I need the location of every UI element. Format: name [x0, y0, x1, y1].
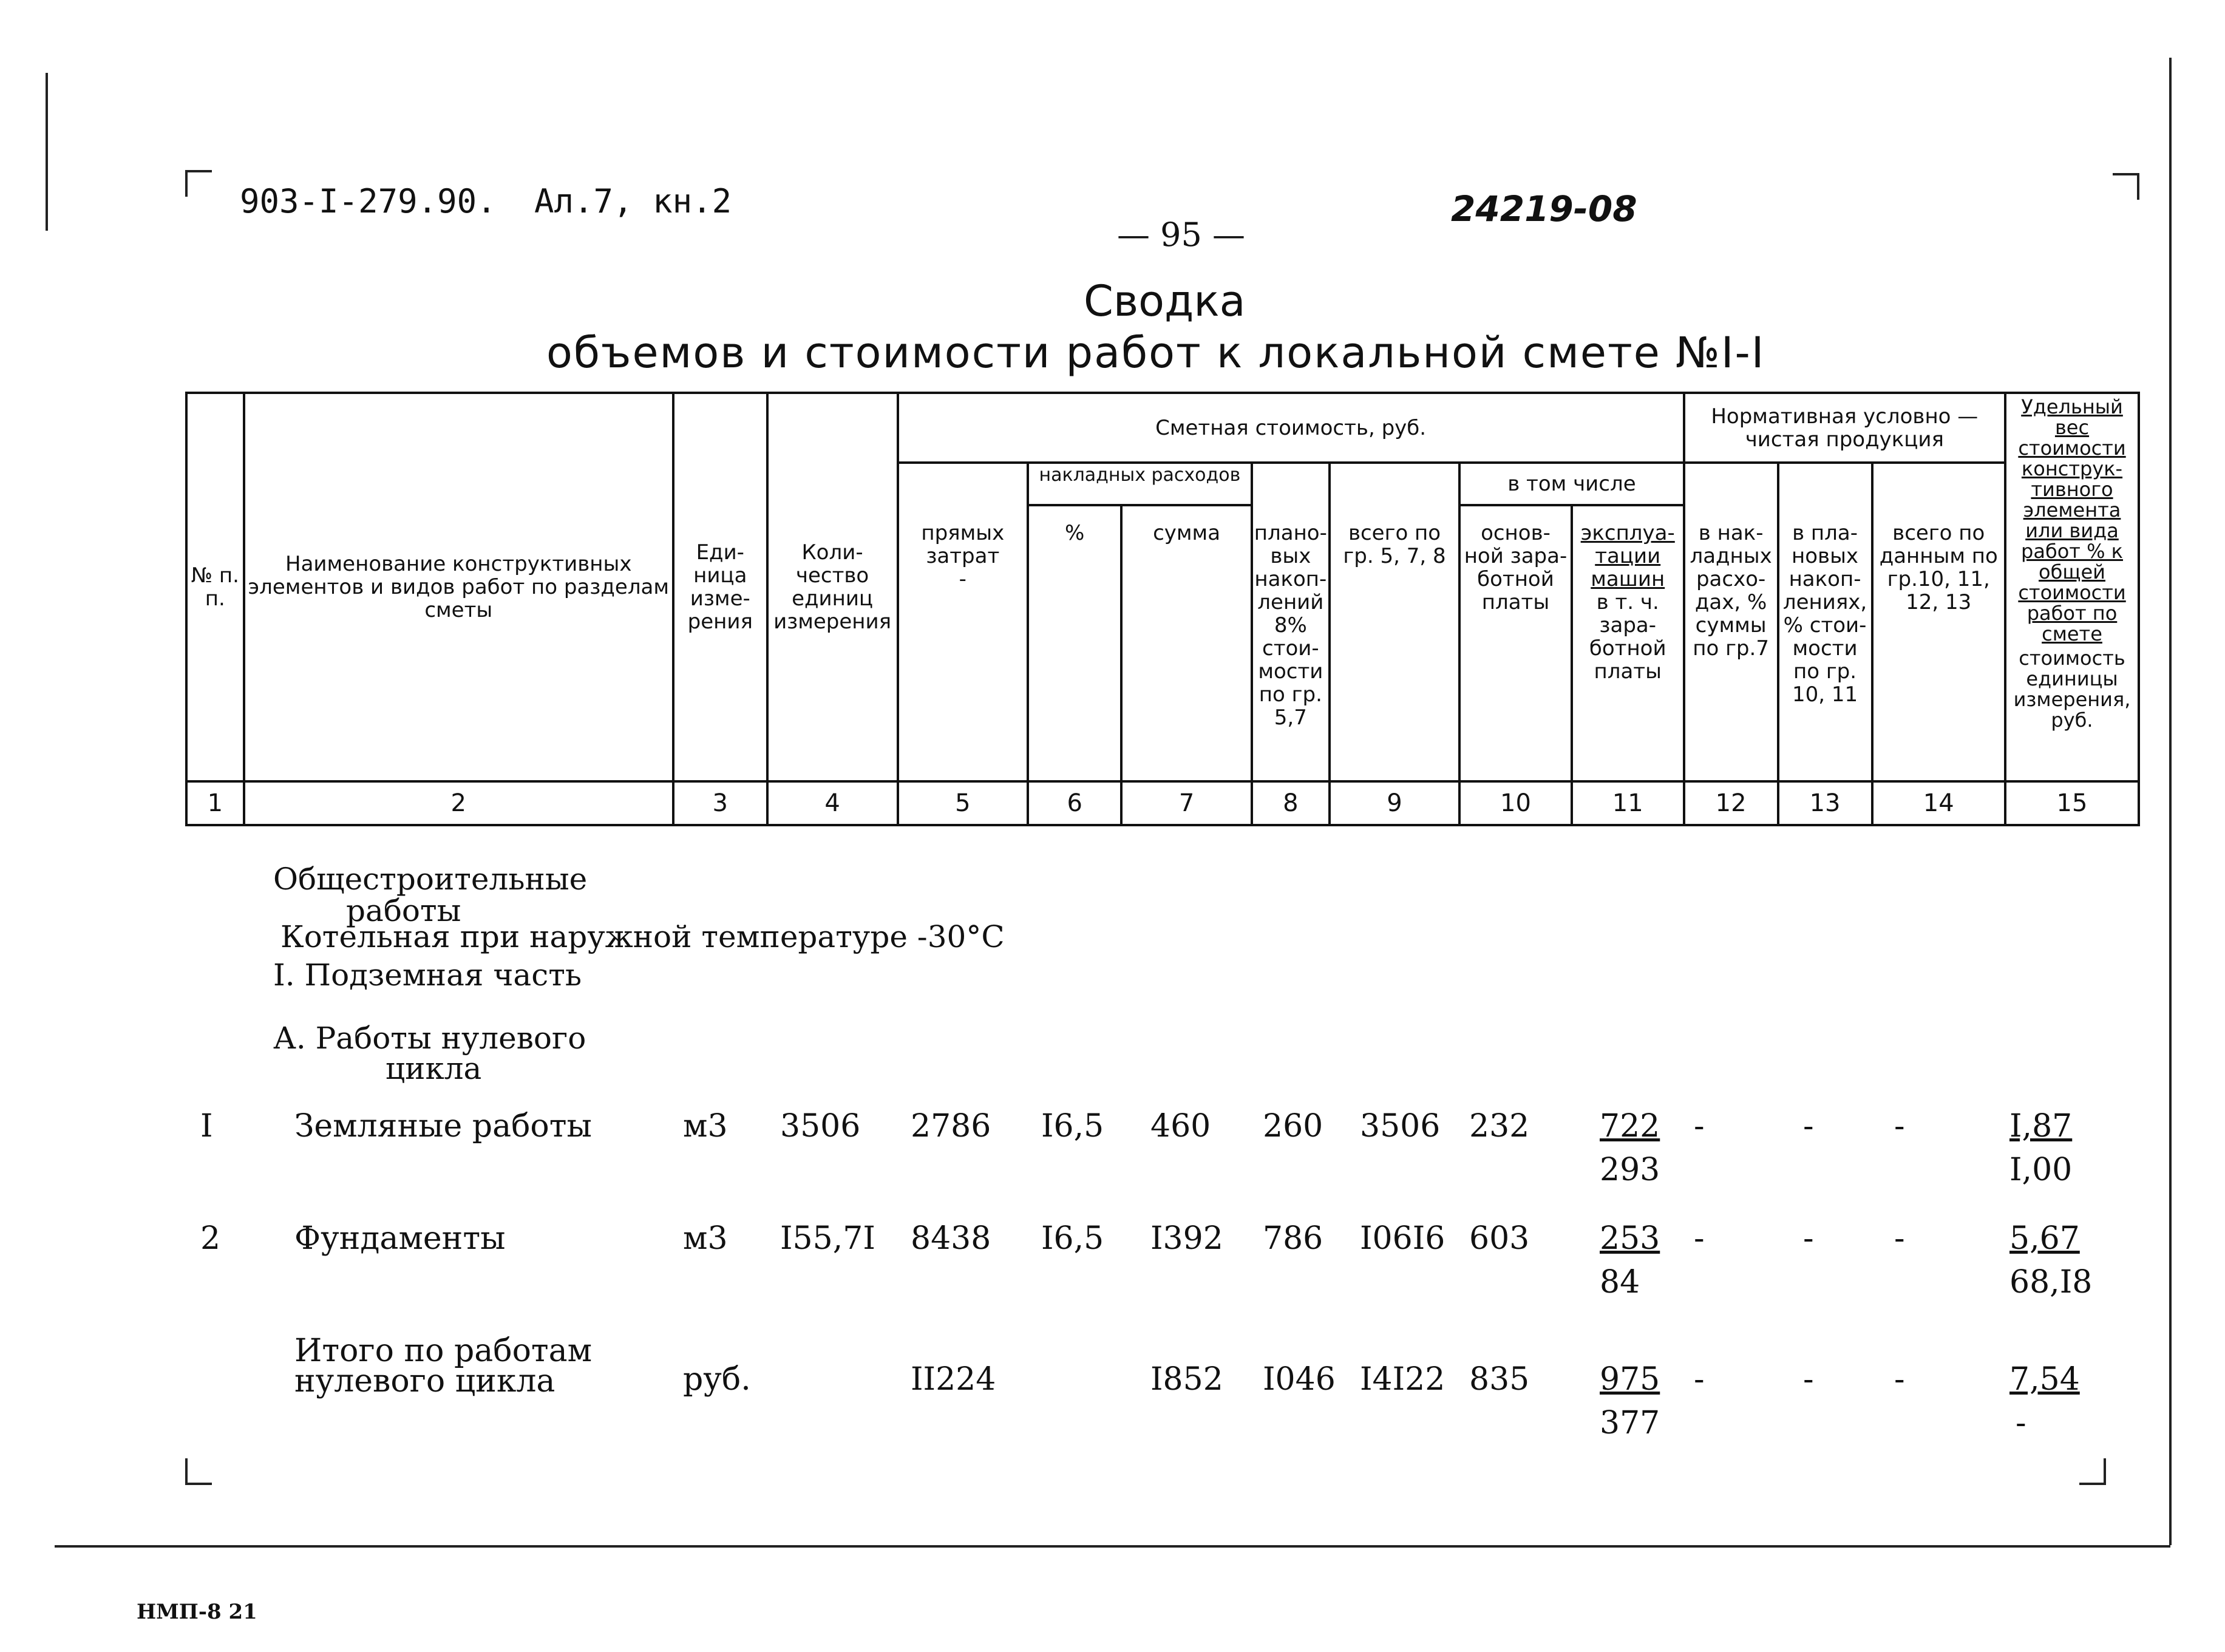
- total-n14: -: [1894, 1361, 1905, 1398]
- total-name-2: нулевого цикла: [294, 1363, 555, 1399]
- header-weight: [2005, 393, 2139, 781]
- col-number: 10: [1459, 781, 1572, 825]
- row-unit-cost: I,00: [2009, 1152, 2073, 1188]
- col-number: 11: [1572, 781, 1684, 825]
- header-direct-costs: прямых затрат -: [898, 463, 1028, 781]
- col-number: 13: [1778, 781, 1872, 825]
- corner-mark-top-left: [185, 170, 212, 197]
- row-unit-cost: 68,I8: [2009, 1264, 2093, 1300]
- col-number: 3: [673, 781, 767, 825]
- row-planned: 260: [1263, 1108, 1323, 1144]
- row-n12: -: [1694, 1220, 1705, 1257]
- row-weight: I,87: [2009, 1108, 2073, 1144]
- row-no: 2: [200, 1220, 221, 1257]
- row-machines-wages: 293: [1600, 1152, 1660, 1188]
- row-machines-wages: 84: [1600, 1264, 1640, 1300]
- section-general-works-cont: работы: [346, 893, 461, 928]
- row-machines: 722: [1600, 1108, 1660, 1144]
- title-line-2: объемов и стоимости работ к локальной смете №I-I: [546, 328, 1765, 378]
- row-planned: 786: [1263, 1220, 1323, 1257]
- header-unit: Еди- ница изме- рения: [673, 393, 767, 781]
- corner-mark-bottom-right: [2079, 1458, 2106, 1485]
- total-planned: I046: [1263, 1361, 1336, 1398]
- section-underground: I. Подземная часть: [273, 957, 582, 993]
- col-number: 1: [186, 781, 244, 825]
- row-name: Фундаменты: [294, 1220, 506, 1257]
- col-number: 4: [767, 781, 898, 825]
- col-number: 14: [1872, 781, 2006, 825]
- title-line-1: Сводка: [1084, 276, 1246, 326]
- right-margin-line: [2169, 58, 2172, 1545]
- header-overhead-pct: %: [1028, 505, 1121, 781]
- row-qty: 3506: [780, 1108, 861, 1144]
- handwritten-reference: 24219-08: [1451, 188, 1637, 229]
- row-total: I06I6: [1360, 1220, 1445, 1257]
- total-total: I4I22: [1360, 1361, 1445, 1398]
- left-margin-line: [46, 73, 48, 231]
- row-direct: 2786: [911, 1108, 991, 1144]
- section-boiler-house: Котельная при наружной температуре -30°С: [280, 919, 1005, 954]
- footer-stamp: НМП-8 21: [137, 1600, 257, 1624]
- header-planned-savings: плано- вых накоп- лений 8% стои- мости по гр. 5,7: [1252, 463, 1330, 781]
- header-no: № п. п.: [186, 393, 244, 781]
- album-ref: Ал.7, кн.2: [534, 182, 732, 220]
- row-n13: -: [1803, 1220, 1814, 1257]
- row-n14: -: [1894, 1220, 1905, 1257]
- total-n13: -: [1803, 1361, 1814, 1398]
- header-machines: эксплуа- тации машин в т. ч. зара- ботной платы: [1572, 505, 1684, 781]
- row-n12: -: [1694, 1108, 1705, 1144]
- row-sum: I392: [1150, 1220, 1223, 1257]
- row-no: I: [200, 1108, 213, 1144]
- row-qty: I55,7I: [780, 1220, 875, 1257]
- row-sum: 460: [1150, 1108, 1211, 1144]
- row-unit: м3: [683, 1220, 728, 1257]
- doc-code: 903-I-279.90.: [240, 182, 497, 220]
- total-wages: 835: [1469, 1361, 1530, 1398]
- corner-mark-top-right: [2113, 173, 2139, 200]
- row-machines: 253: [1600, 1220, 1660, 1257]
- header-normative-product: Нормативная условно — чистая продукция: [1684, 393, 2005, 463]
- header-norm-overhead: в нак- ладных расхо- дах, % суммы по гр.7: [1684, 463, 1778, 781]
- page-number: — 95 —: [1117, 216, 1246, 254]
- section-zero-cycle-cont: цикла: [386, 1051, 482, 1086]
- section-general-works: Общестроительные: [273, 862, 588, 897]
- corner-mark-bottom-left: [185, 1458, 212, 1485]
- total-direct: II224: [911, 1361, 996, 1398]
- header-quantity: Коли- чество единиц измерения: [767, 393, 898, 781]
- header-weight-top: Удельный вес стоимости конструк- тивного элемента или вида работ % к общей стоимости работ по смете: [2018, 395, 2126, 645]
- header-estimated-cost: Сметная стоимость, руб.: [898, 393, 1684, 463]
- col-number: 2: [244, 781, 673, 825]
- row-n14: -: [1894, 1108, 1905, 1144]
- total-unit: руб.: [683, 1361, 751, 1398]
- row-direct: 8438: [911, 1220, 991, 1257]
- col-number: 9: [1330, 781, 1459, 825]
- total-sum: I852: [1150, 1361, 1223, 1398]
- total-machines: 975: [1600, 1361, 1660, 1398]
- bottom-rule: [55, 1545, 2170, 1548]
- total-weight: 7,54: [2009, 1361, 2080, 1398]
- total-n12: -: [1694, 1361, 1705, 1398]
- row-n13: -: [1803, 1108, 1814, 1144]
- header-including: в том числе: [1459, 463, 1684, 505]
- total-unit-cost: -: [2016, 1405, 2026, 1441]
- col-number: 15: [2005, 781, 2139, 825]
- header-norm-planned: в пла- новых накоп- лениях, % стои- мости по гр. 10, 11: [1778, 463, 1872, 781]
- header-overhead: накладных расходов: [1028, 463, 1252, 505]
- summary-table-header: [185, 392, 2140, 826]
- col-number: 6: [1028, 781, 1121, 825]
- col-number: 8: [1252, 781, 1330, 825]
- header-weight-bottom: стоимость единицы измерения, руб.: [2013, 647, 2131, 732]
- row-unit: м3: [683, 1108, 728, 1144]
- header-norm-total: всего по данным по гр.10, 11, 12, 13: [1872, 463, 2006, 781]
- row-wages: 603: [1469, 1220, 1530, 1257]
- row-weight: 5,67: [2009, 1220, 2080, 1257]
- col-number: 5: [898, 781, 1028, 825]
- header-name: Наименование конструктивных элементов и видов работ по разделам сметы: [244, 393, 673, 781]
- header-overhead-sum: сумма: [1121, 505, 1251, 781]
- row-name: Земляные работы: [294, 1108, 592, 1144]
- header-base-wages: основ- ной зара- ботной платы: [1459, 505, 1572, 781]
- row-total: 3506: [1360, 1108, 1441, 1144]
- total-machines-wages: 377: [1600, 1405, 1660, 1441]
- total-name-1: Итого по работам: [294, 1333, 593, 1369]
- col-number: 7: [1121, 781, 1251, 825]
- row-pct: I6,5: [1041, 1220, 1104, 1257]
- row-pct: I6,5: [1041, 1108, 1104, 1144]
- col-number: 12: [1684, 781, 1778, 825]
- header-total-cost: всего по гр. 5, 7, 8: [1330, 463, 1459, 781]
- section-zero-cycle: А. Работы нулевого: [273, 1021, 586, 1056]
- row-wages: 232: [1469, 1108, 1530, 1144]
